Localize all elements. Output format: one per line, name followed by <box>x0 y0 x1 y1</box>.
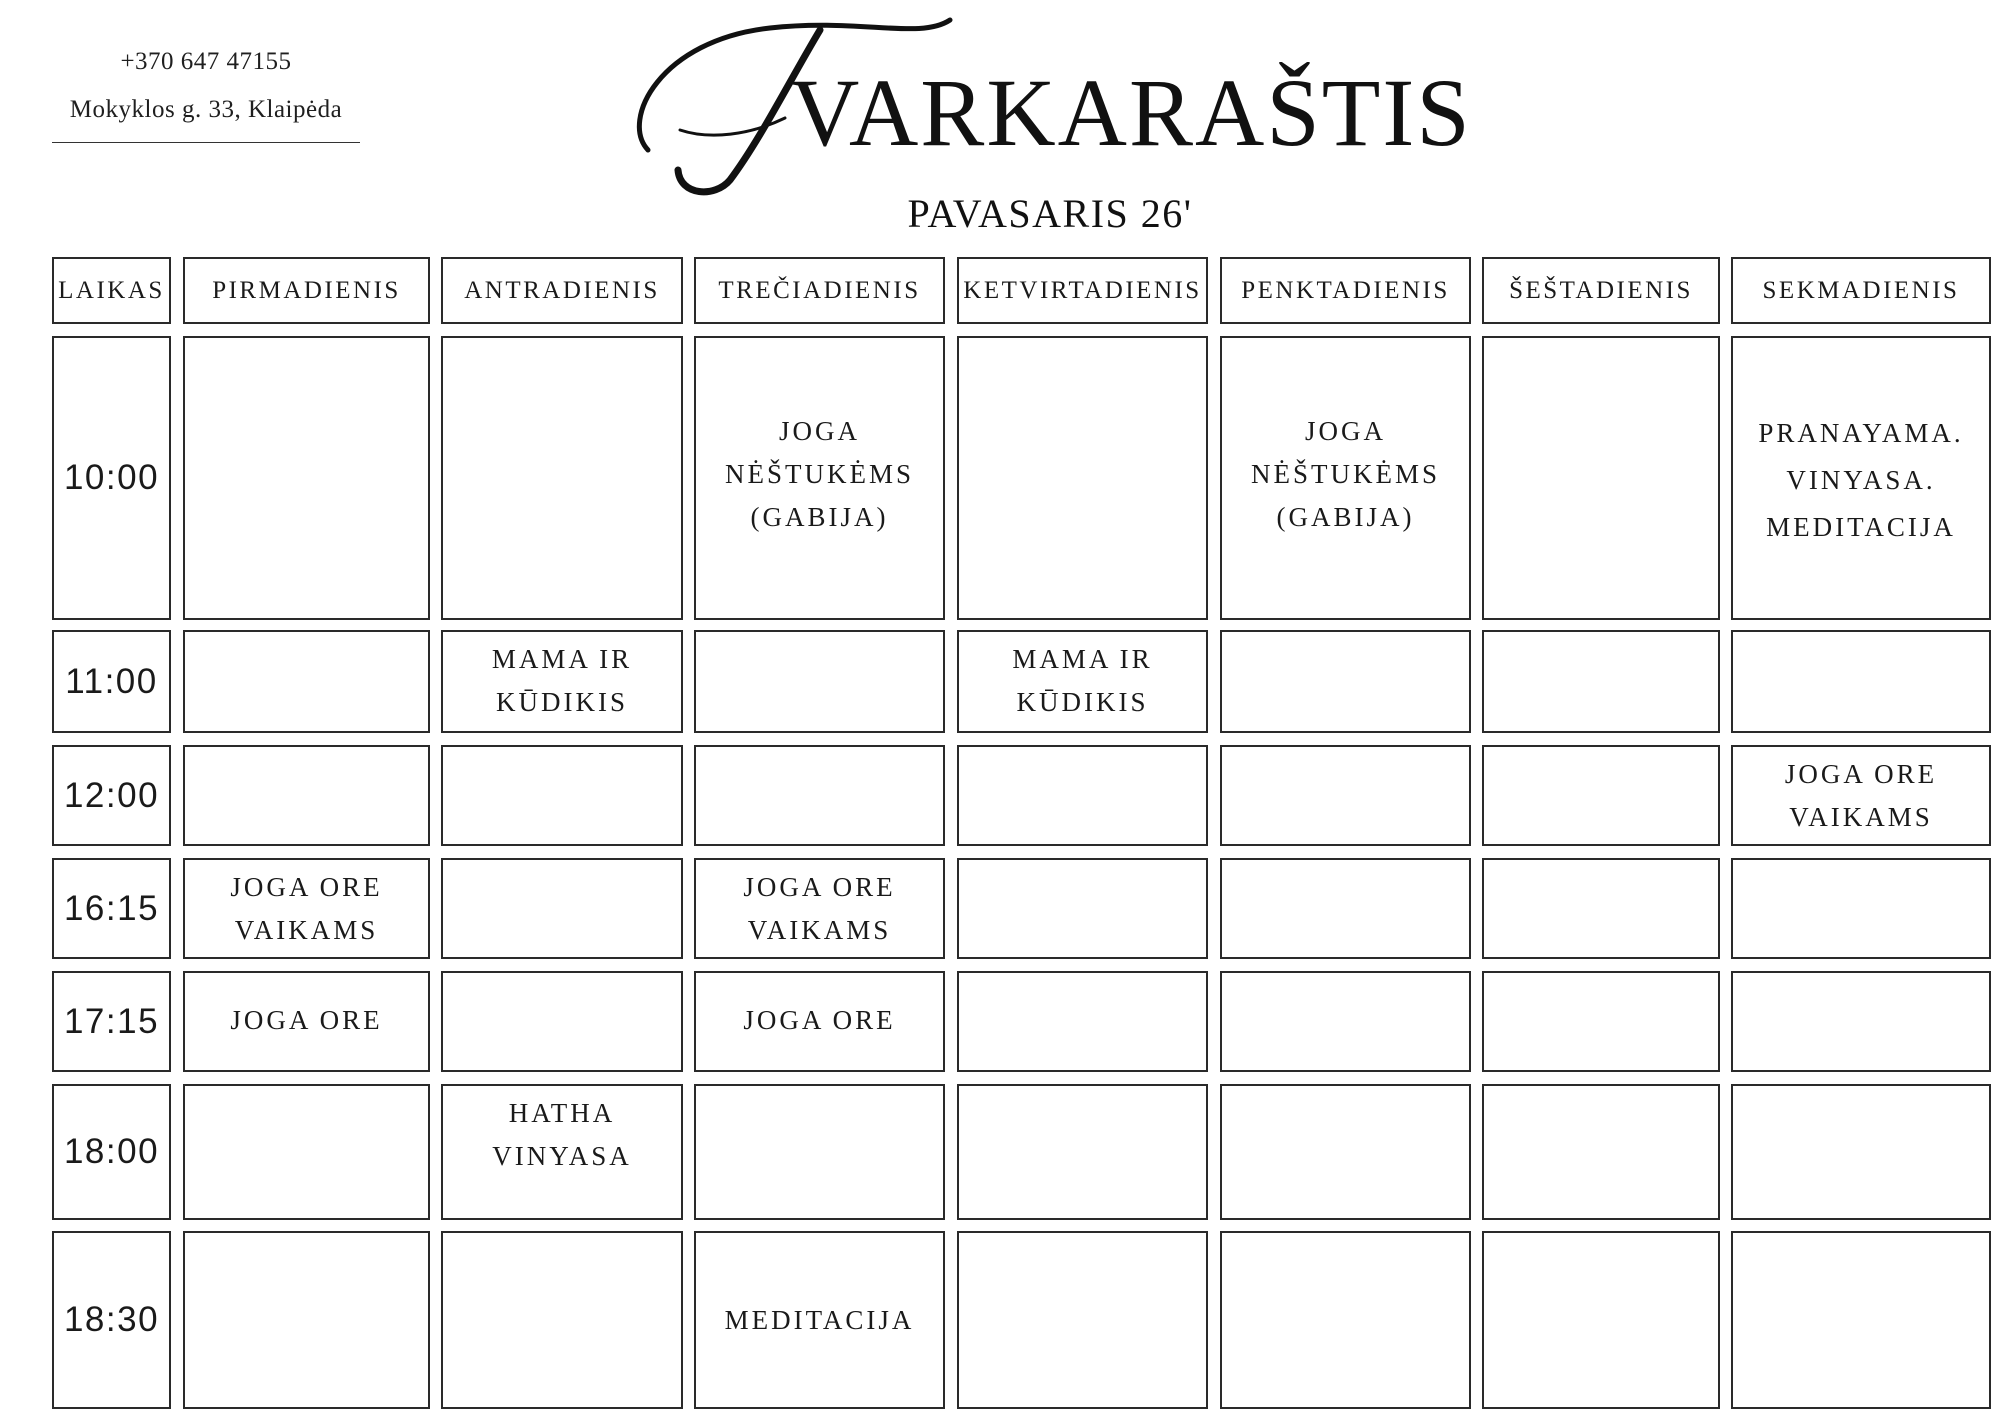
time-slot: 18:00 <box>52 1084 171 1220</box>
empty-cell <box>1731 630 1991 733</box>
empty-cell <box>957 858 1208 959</box>
empty-cell <box>1482 336 1720 620</box>
empty-cell <box>957 971 1208 1072</box>
empty-cell <box>1220 858 1471 959</box>
empty-cell <box>441 745 683 846</box>
time-slot: 18:30 <box>52 1231 171 1409</box>
contact-block <box>52 38 360 134</box>
header-laikas: LAIKAS <box>52 257 171 324</box>
empty-cell <box>1220 1084 1471 1220</box>
empty-cell <box>1220 745 1471 846</box>
time-slot: 10:00 <box>52 336 171 620</box>
header-sestadienis: ŠEŠTADIENIS <box>1482 257 1720 324</box>
empty-cell <box>1220 971 1471 1072</box>
empty-cell <box>1220 1231 1471 1409</box>
empty-cell <box>957 745 1208 846</box>
class-cell: MAMA IR KŪDIKIS <box>441 630 683 733</box>
empty-cell <box>183 336 430 620</box>
class-cell: JOGA ORE VAIKAMS <box>694 858 945 959</box>
class-cell: MEDITACIJA <box>694 1231 945 1409</box>
time-slot: 12:00 <box>52 745 171 846</box>
class-cell: HATHA VINYASA <box>441 1084 683 1220</box>
class-cell: PRANAYAMA. VINYASA. MEDITACIJA <box>1731 336 1991 620</box>
contact-divider <box>52 142 360 143</box>
class-cell: JOGA NĖŠTUKĖMS (GABIJA) <box>694 336 945 620</box>
empty-cell <box>957 336 1208 620</box>
empty-cell <box>694 1084 945 1220</box>
header-sekmadienis: SEKMADIENIS <box>1731 257 1991 324</box>
empty-cell <box>1731 858 1991 959</box>
empty-cell <box>1482 1084 1720 1220</box>
class-cell: JOGA ORE VAIKAMS <box>1731 745 1991 846</box>
phone-number: +370 647 47155 <box>120 48 292 75</box>
class-cell: JOGA NĖŠTUKĖMS (GABIJA) <box>1220 336 1471 620</box>
empty-cell <box>694 630 945 733</box>
class-cell: JOGA ORE <box>183 971 430 1072</box>
empty-cell <box>441 1231 683 1409</box>
empty-cell <box>1482 745 1720 846</box>
time-slot: 17:15 <box>52 971 171 1072</box>
empty-cell <box>183 1084 430 1220</box>
empty-cell <box>1482 971 1720 1072</box>
empty-cell <box>1731 971 1991 1072</box>
empty-cell <box>1482 1231 1720 1409</box>
empty-cell <box>1482 858 1720 959</box>
class-cell: MAMA IR KŪDIKIS <box>957 630 1208 733</box>
title-rest: VARKARAŠTIS <box>790 59 1472 166</box>
page-title <box>620 0 1472 200</box>
time-slot: 11:00 <box>52 630 171 733</box>
empty-cell <box>694 745 945 846</box>
empty-cell <box>441 858 683 959</box>
header-antradienis: ANTRADIENIS <box>441 257 683 324</box>
header-pirmadienis: PIRMADIENIS <box>183 257 430 324</box>
empty-cell <box>183 630 430 733</box>
time-slot: 16:15 <box>52 858 171 959</box>
empty-cell <box>957 1084 1208 1220</box>
header-ketvirtadienis: KETVIRTADIENIS <box>957 257 1208 324</box>
empty-cell <box>1731 1231 1991 1409</box>
header-penktadienis: PENKTADIENIS <box>1220 257 1471 324</box>
class-cell: JOGA ORE VAIKAMS <box>183 858 430 959</box>
empty-cell <box>1731 1084 1991 1220</box>
empty-cell <box>183 1231 430 1409</box>
empty-cell <box>957 1231 1208 1409</box>
empty-cell <box>441 336 683 620</box>
address: Mokyklos g. 33, Klaipėda <box>69 96 343 123</box>
empty-cell <box>441 971 683 1072</box>
empty-cell <box>1482 630 1720 733</box>
season-subtitle: PAVASARIS 26' <box>907 191 1193 236</box>
class-cell: JOGA ORE <box>694 971 945 1072</box>
empty-cell <box>1220 630 1471 733</box>
empty-cell <box>183 745 430 846</box>
header-treciadienis: TREČIADIENIS <box>694 257 945 324</box>
